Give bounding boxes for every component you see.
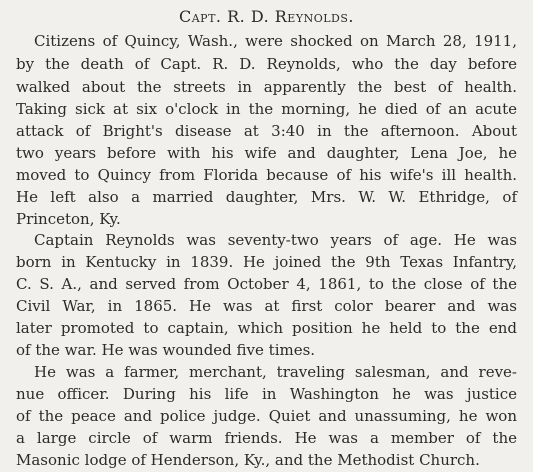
paragraph-3-line-5: Masonic lodge of Henderson, Ky., and the Methodist Church.: [16, 451, 480, 469]
paragraph-1-line-1: Citizens of Quincy, Wash., were shocked on March 28, 1911,: [34, 32, 517, 50]
paragraph-1-line-7: moved to Quincy from Florida because of his wife's ill health.: [16, 166, 517, 184]
paragraph-1-line-6: two years before with his wife and daughter, Lena Joe, he: [16, 144, 517, 162]
paragraph-2-line-3: C. S. A., and served from October 4, 1861, to the close of the: [16, 275, 517, 293]
paragraph-3-line-3: of the peace and police judge. Quiet and unassuming, he won: [16, 407, 517, 425]
paragraph-1-line-4: Taking sick at six o'clock in the morning, he died of an acute: [16, 100, 517, 118]
paragraph-2-line-5: later promoted to captain, which position he held to the end: [16, 319, 517, 337]
paragraph-1-line-8: He left also a married daughter, Mrs. W. W. Ethridge, of: [16, 188, 517, 206]
paragraph-3-line-1: He was a farmer, merchant, traveling salesman, and reve-: [34, 363, 517, 381]
paragraph-2-line-1: Captain Reynolds was seventy-two years of age. He was: [34, 231, 517, 249]
paragraph-1-line-5: attack of Bright's disease at 3:40 in the afternoon. About: [16, 122, 517, 140]
paragraph-2-line-4: Civil War, in 1865. He was at first color bearer and was: [16, 297, 517, 315]
paragraph-1-line-9: Princeton, Ky.: [16, 210, 121, 228]
paragraph-1-line-3: walked about the streets in apparently the best of health.: [16, 78, 517, 96]
paragraph-1-line-2: by the death of Capt. R. D. Reynolds, who the day before: [16, 55, 517, 73]
article-title: Capt. R. D. Reynolds.: [179, 7, 354, 26]
paragraph-2-line-6: of the war. He was wounded five times.: [16, 341, 316, 359]
paragraph-2-line-2: born in Kentucky in 1839. He joined the 9th Texas Infantry,: [16, 253, 517, 271]
paragraph-3-line-2: nue officer. During his life in Washington he was justice: [16, 385, 517, 403]
paragraph-3-line-4: a large circle of warm friends. He was a member of the: [16, 429, 517, 447]
